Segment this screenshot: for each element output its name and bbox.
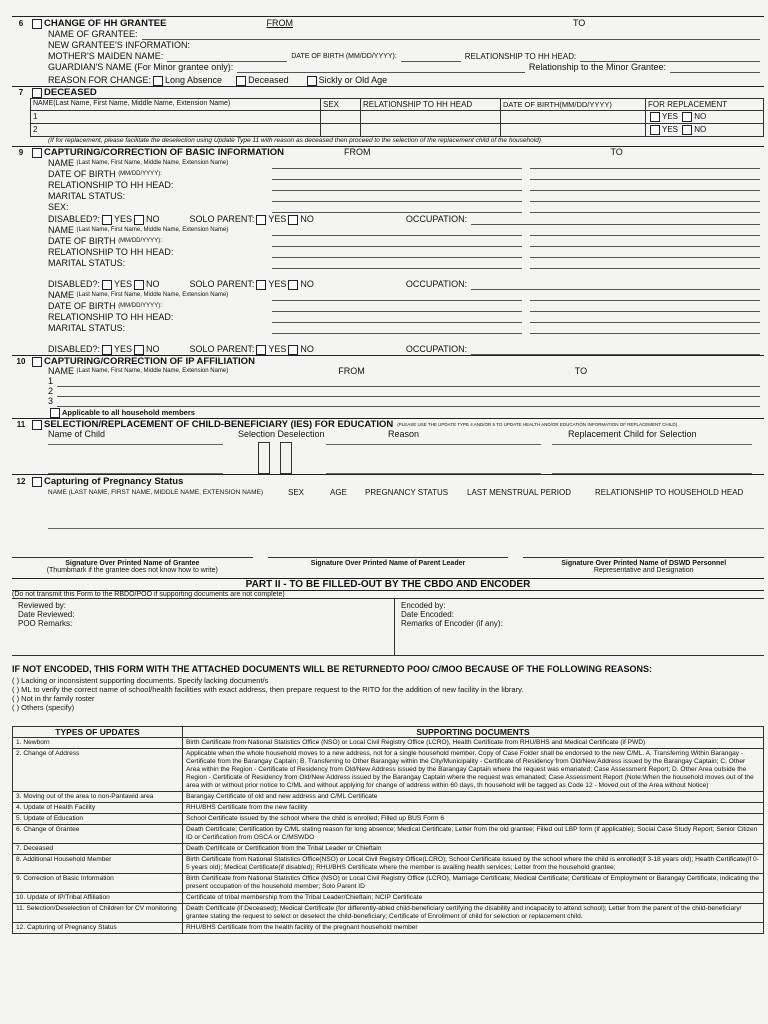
deselection-checkbox[interactable] [280, 442, 292, 474]
occupation-label: OCCUPATION: [405, 344, 468, 354]
update-type: 8. Additional Household Member [13, 855, 183, 874]
no-label: NO [300, 344, 314, 354]
no-label: NO [300, 214, 314, 224]
occupation-field[interactable] [471, 280, 760, 290]
signature-row [12, 557, 764, 574]
guardian-field[interactable] [237, 63, 525, 73]
section-title: Capturing of Pregnancy Status [44, 476, 184, 487]
disabled-label: DISABLED?: [48, 214, 101, 224]
solo-parent-label: SOLO PARENT: [189, 214, 255, 224]
section-number: 7 [18, 88, 24, 97]
col-header: Selection Deselection [238, 429, 325, 439]
name-sublabel: (Last Name, First Name, Middle Name, Extension Name) [76, 368, 229, 374]
replacement-cell [646, 124, 764, 137]
col-header: NAME (LAST NAME, FIRST NAME, MIDDLE NAME, EXTENSION NAME) [48, 489, 264, 496]
section-number: 12 [16, 477, 26, 486]
child-rows [12, 440, 764, 474]
yes-label: YES [268, 279, 287, 289]
dob-sublabel: (MM/DD/YYYY): [118, 171, 162, 177]
section-title: CAPTURING/CORRECTION OF IP AFFILIATION [44, 356, 255, 367]
dob-label: DATE OF BIRTH [48, 236, 116, 246]
yes-label: YES [114, 344, 133, 354]
section-number: 6 [18, 19, 24, 28]
name-label: NAME [48, 225, 75, 235]
all-members-label: Applicable to all household members [62, 408, 195, 417]
relationship-label: RELATIONSHIP TO HH HEAD: [48, 180, 174, 190]
update-type: 7. Deceased [13, 844, 183, 855]
yes-checkbox[interactable] [650, 125, 660, 135]
section-title: CHANGE OF HH GRANTEE [44, 18, 167, 29]
supporting-doc: RHU/BHS Certificate from the health facility of the pregnant household member [183, 923, 764, 934]
yes-checkbox[interactable] [102, 345, 112, 355]
section-title: DECEASED [44, 87, 97, 98]
deceased-label: Deceased [248, 75, 289, 85]
no-checkbox[interactable] [134, 280, 144, 290]
yes-checkbox[interactable] [256, 345, 266, 355]
all-members-checkbox[interactable] [50, 408, 60, 418]
col-header: SEX [288, 488, 305, 497]
occupation-label: OCCUPATION: [405, 214, 468, 224]
yes-checkbox[interactable] [102, 280, 112, 290]
no-label: NO [694, 112, 707, 122]
yes-label: YES [268, 214, 287, 224]
to-field[interactable] [530, 203, 760, 213]
review-block [12, 598, 764, 656]
yes-label: YES [114, 279, 133, 289]
occupation-field[interactable] [471, 345, 760, 355]
col-header: Name of Child [48, 429, 106, 439]
sig-label: Signature Over Printed Name of DSWD Personnel [561, 560, 727, 567]
solo-parent-label: SOLO PARENT: [189, 344, 255, 354]
maiden-name-label: MOTHER'S MAIDEN NAME: [48, 51, 164, 61]
section-deceased [12, 86, 764, 146]
relationship-label: RELATIONSHIP TO HH HEAD: [48, 247, 174, 257]
from-field[interactable] [272, 259, 522, 269]
no-label: NO [694, 125, 707, 135]
from-field[interactable] [272, 237, 522, 247]
return-reasons-list [12, 676, 764, 712]
reason-item: ( ) ML to verify the correct name of school/health facilities with exact address, then prepare request to the RITO for the addition of new facility in the library. [12, 685, 524, 694]
supporting-docs-table [12, 726, 764, 934]
yes-label: YES [114, 214, 133, 224]
yes-label: YES [268, 344, 287, 354]
to-field[interactable] [530, 181, 760, 191]
from-field[interactable] [272, 181, 522, 191]
col-header: PREGNANCY STATUS [365, 488, 449, 497]
row-number: 1 [31, 111, 321, 124]
dswd-signature [523, 557, 764, 574]
yes-label: YES [662, 112, 679, 122]
disabled-label: DISABLED?: [48, 344, 101, 354]
supporting-doc: Barangay Certificate of old and new address and C/ML Certificate [183, 792, 764, 803]
reason-item: ( ) Not in thr family roster [12, 694, 95, 703]
ip-field[interactable] [57, 397, 760, 407]
row-number: 2 [48, 386, 54, 396]
row-number: 1 [48, 376, 54, 386]
no-checkbox[interactable] [134, 215, 144, 225]
supporting-doc: Applicable when the whole household moves to a new address, not for a single household member. Copy of Case Folder shall be endorsed to the new C/ML. A. Transferring Within Barangay - Certificate from the Barangay Captain; B. Transferring to Other Barangay within the City/Municipality - Certificate of Residency from Old/New Address issued by the Barangay Captain; C. Other Area within the Region - Certificate of Residency from Old/New Address issued by the Barangay Captain where the request was emanated; Case Assessment Report; D. Other Area outside the Region - Certificate of Residency from Old/New Address issued by the Barangay Captain where the request was emanated; Case Assessment Report (Note:When the household moves out of the area with or without prior notice to C/ML and without applying for change of address within 60 days, th household will be tagged as Code 12 - Moved out of the Area without Notice) [183, 749, 764, 792]
section-pregnancy [12, 474, 764, 529]
date-reviewed-label: Date Reviewed: [18, 610, 75, 619]
from-field[interactable] [272, 302, 522, 312]
to-label: TO [574, 366, 588, 376]
reason-item: ( ) Lacking or inconsistent supporting documents. Specify lacking document/s [12, 676, 269, 685]
date-encoded-label: Date Encoded: [401, 610, 454, 619]
update-type: 4. Update of Health Facility [13, 803, 183, 814]
part2-title: PART II - TO BE FILLED-OUT BY THE CBDO AND ENCODER [12, 578, 764, 591]
reason-item: ( ) Others (specify) [12, 703, 75, 712]
dob-label: DATE OF BIRTH [48, 301, 116, 311]
section-ip-affiliation [12, 355, 764, 418]
col-header: Reason [388, 429, 420, 439]
to-field[interactable] [530, 248, 760, 258]
section-title: CAPTURING/CORRECTION OF BASIC INFORMATION [44, 147, 284, 158]
section-number: 10 [16, 357, 26, 366]
part2-note: (Do not transmit this Form to the RBDO/POO if supporting documents are not complete) [12, 591, 285, 598]
marital-label: MARITAL STATUS: [48, 323, 126, 333]
section-checkbox[interactable] [32, 148, 42, 158]
no-label: NO [146, 214, 160, 224]
section-child-beneficiary [12, 418, 764, 474]
encoded-by-label: Encoded by: [401, 601, 446, 610]
from-field[interactable] [272, 324, 522, 334]
sig-label: Signature Over Printed Name of Grantee [65, 560, 200, 567]
no-label: NO [146, 279, 160, 289]
yes-checkbox[interactable] [102, 215, 112, 225]
update-type: 11. Selection/Deselection of Children for CV monitoring [13, 904, 183, 923]
replacement-cell [646, 111, 764, 124]
form-page [12, 0, 764, 934]
disabled-label: DISABLED?: [48, 279, 101, 289]
replacement-note: (If for replacement, please facilitate the deselection using Update Type 11 with reason as deceased then proceed to the selection of the replacement child of the household) [48, 137, 541, 144]
update-type: 10. Update of IP/Tribal Affiliation [13, 893, 183, 904]
name-sublabel: (Last Name, First Name, Middle Name, Extension Name) [76, 160, 229, 166]
basic-info-blocks [12, 158, 764, 355]
sig-sublabel: (Thumbmark if the grantee does not know how to write) [46, 567, 218, 574]
to-field[interactable] [530, 237, 760, 247]
col-header: Replacement Child for Selection [568, 429, 697, 439]
no-checkbox[interactable] [288, 280, 298, 290]
yes-checkbox[interactable] [256, 215, 266, 225]
name-sublabel: (Last Name, First Name, Middle Name, Extension Name) [76, 227, 229, 233]
sig-sublabel: Representative and Designation [593, 567, 694, 574]
relationship-minor-label: Relationship to the Minor Grantee: [528, 62, 666, 72]
col-header: DATE OF BIRTH(MM/DD/YYYY) [501, 99, 646, 111]
supporting-doc: Birth Certificate from National Statistics Office (NSO) or Local Civil Registry Office (LCRO), Health Certificate from RHU/BHS and Medical Certificate (if PWD) [183, 738, 764, 749]
from-label: FROM [338, 366, 365, 376]
selection-checkbox[interactable] [258, 442, 270, 474]
section-checkbox[interactable] [32, 420, 42, 430]
relationship-label: RELATIONSHIP TO HH HEAD: [48, 312, 174, 322]
grantee-signature [12, 557, 253, 574]
from-field[interactable] [272, 159, 522, 169]
long-absence-label: Long Absence [165, 75, 223, 85]
col-header: TYPES OF UPDATES [13, 727, 183, 738]
sickly-label: Sickly or Old Age [318, 75, 388, 85]
col-header: SEX [321, 99, 361, 111]
relationship-field[interactable] [580, 52, 760, 62]
col-header: AGE [330, 488, 347, 497]
section-number: 11 [16, 420, 26, 429]
occupation-field[interactable] [471, 215, 760, 225]
yes-checkbox[interactable] [650, 112, 660, 122]
solo-parent-label: SOLO PARENT: [189, 279, 255, 289]
no-checkbox[interactable] [682, 112, 692, 122]
to-field[interactable] [530, 302, 760, 312]
long-absence-checkbox[interactable] [153, 76, 163, 86]
no-checkbox[interactable] [288, 215, 298, 225]
name-label: NAME [48, 290, 75, 300]
name-label: NAME [48, 158, 75, 168]
name-label: NAME [48, 366, 75, 376]
to-field[interactable] [530, 170, 760, 180]
supporting-doc: School Certificate issued by the school where the child is enrolled; Filled up BUS Form 6 [183, 814, 764, 825]
update-type: 2. Change of Address [13, 749, 183, 792]
reason-label: REASON FOR CHANGE: [48, 75, 152, 85]
to-field[interactable] [530, 259, 760, 269]
from-field[interactable] [272, 226, 522, 236]
supporting-doc: Birth Certificate from National Statistics Office (NSO) or Local Civil Registry Office (LCRO), Marriage Certificate; Medical Certificate; Certificate of Employment or Barangay Certificate, indicating the present occupation of the household member; Solo Parent ID [183, 874, 764, 893]
col-header: LAST MENSTRUAL PERIOD [467, 488, 572, 497]
dob-label: DATE OF BIRTH (MM/DD/YYYY): [291, 53, 397, 60]
section-checkbox[interactable] [32, 88, 42, 98]
deceased-table [30, 98, 764, 137]
col-header: RELATIONSHIP TO HOUSEHOLD HEAD [595, 488, 744, 497]
poo-remarks-label: POO Remarks: [18, 619, 73, 628]
section-title: SELECTION/REPLACEMENT OF CHILD-BENEFICIARY (IES) FOR EDUCATION [44, 419, 394, 430]
from-field[interactable] [272, 192, 522, 202]
section-checkbox[interactable] [32, 19, 42, 29]
to-field[interactable] [530, 192, 760, 202]
sickly-checkbox[interactable] [307, 76, 317, 86]
marital-label: MARITAL STATUS: [48, 191, 126, 201]
sig-label: Signature Over Printed Name of Parent Leader [310, 560, 466, 567]
no-label: NO [300, 279, 314, 289]
section-number: 9 [18, 148, 24, 157]
marital-label: MARITAL STATUS: [48, 258, 126, 268]
yes-checkbox[interactable] [256, 280, 266, 290]
guardian-label: GUARDIAN'S NAME (For Minor grantee only): [48, 62, 234, 72]
ip-field[interactable] [57, 387, 760, 397]
grantee-name-label: NAME OF GRANTEE: [48, 29, 138, 39]
to-field[interactable] [530, 226, 760, 236]
dob-field[interactable] [401, 52, 461, 62]
row-number: 3 [48, 396, 54, 406]
to-field[interactable] [530, 159, 760, 169]
col-header: FOR REPLACEMENT [646, 99, 764, 111]
update-type: 1. Newborn [13, 738, 183, 749]
section-note: (PLEASE USE THE UPDATE TYPE 4 AND/OR 5 TO UPDATE HEALTH AND/OR EDUCATION INFORMATION OF REPLACEMENT CHILD) [397, 422, 678, 427]
deceased-checkbox[interactable] [236, 76, 246, 86]
no-checkbox[interactable] [134, 345, 144, 355]
update-type: 5. Update of Education [13, 814, 183, 825]
relationship-label: RELATIONSHIP TO HH HEAD: [464, 52, 577, 61]
from-field[interactable] [272, 291, 522, 301]
from-field[interactable] [272, 248, 522, 258]
return-reasons-title: IF NOT ENCODED, THIS FORM WITH THE ATTACHED DOCUMENTS WILL BE RETURNEDTO POO/ C/MOO BECAUSE OF THE FOLLOWING REASONS: [12, 664, 652, 674]
supporting-doc: Certificate of tribal membership from the Tribal Leader/Chieftain; NCIP Certificate [183, 893, 764, 904]
no-checkbox[interactable] [682, 125, 692, 135]
sex-label: SEX: [48, 202, 69, 212]
dob-sublabel: (MM/DD/YYYY): [118, 303, 162, 309]
supporting-doc: Death Certificate or Certification from the Tribal Leader or Chieftain [183, 844, 764, 855]
section-basic-info [12, 146, 764, 355]
supporting-doc: Birth Certificate from National Statistics Office(NSO) or Local Civil Registry Office(LCRO); School Certificate issued by the school where the child is enrolled(if 3-18 years old); Health Certificate(if 0-5 years old); Medical Certificate(if disabled); RHU/BHS Certificate where the member is availing health services; Letter from the household grantee; [183, 855, 764, 874]
grantee-name-field[interactable] [142, 30, 760, 40]
col-header: NAME(Last Name, First Name, Middle Name, Extension Name) [31, 99, 321, 111]
ip-field[interactable] [57, 377, 760, 387]
row-number: 2 [31, 124, 321, 137]
parent-leader-signature [268, 557, 509, 574]
col-header: SUPPORTING DOCUMENTS [183, 727, 764, 738]
relationship-minor-field[interactable] [670, 63, 760, 73]
from-field[interactable] [272, 170, 522, 180]
to-field[interactable] [530, 313, 760, 323]
section-checkbox[interactable] [32, 357, 42, 367]
dob-sublabel: (MM/DD/YYYY): [118, 238, 162, 244]
no-checkbox[interactable] [288, 345, 298, 355]
supporting-doc: Death Certificate; Certification by C/ML stating reason for long absence; Medical Certificate; Letter from the old grantee; Filled out LBP form (if applicable); Social Case Study Report; Senior Citizen ID or Certification from OSCA or C/MSWDO [183, 825, 764, 844]
name-sublabel: (Last Name, First Name, Middle Name, Extension Name) [76, 292, 229, 298]
occupation-label: OCCUPATION: [405, 279, 468, 289]
from-label: FROM [266, 18, 293, 28]
maiden-name-field[interactable] [167, 52, 287, 62]
section-change-grantee [12, 16, 764, 86]
from-field[interactable] [272, 313, 522, 323]
to-field[interactable] [530, 291, 760, 301]
no-label: NO [146, 344, 160, 354]
update-type: 6. Change of Grantee [13, 825, 183, 844]
supporting-doc: RHU/BHS Certificate from the new facility [183, 803, 764, 814]
update-type: 3. Moving out of the area to non-Pantawid area [13, 792, 183, 803]
update-type: 12. Capturing of Pregnancy Status [13, 923, 183, 934]
update-type: 9. Correction of Basic Information [13, 874, 183, 893]
new-grantee-label: NEW GRANTEE'S INFORMATION: [48, 40, 191, 50]
yes-label: YES [662, 125, 679, 135]
to-label: TO [572, 18, 586, 28]
from-field[interactable] [272, 203, 522, 213]
supporting-doc: Death Certificate (if Deceased); Medical Certificate (for differently-abled child-beneficiary certifying the disability and incapacity to attend school); Letter from the parent of the child-beneficiary/ grantee stating the request to select or deselect the child-beneficiary; Certificate of Enrollment of child for selection or replacement child. [183, 904, 764, 923]
encoder-remarks-label: Remarks of Encoder (if any): [401, 619, 503, 628]
reviewed-by-label: Reviewed by: [18, 601, 67, 610]
to-field[interactable] [530, 324, 760, 334]
dob-label: DATE OF BIRTH [48, 169, 116, 179]
to-label: TO [610, 147, 623, 157]
section-checkbox[interactable] [32, 477, 42, 487]
from-label: FROM [343, 147, 371, 157]
col-header: RELATIONSHIP TO HH HEAD [361, 99, 501, 111]
